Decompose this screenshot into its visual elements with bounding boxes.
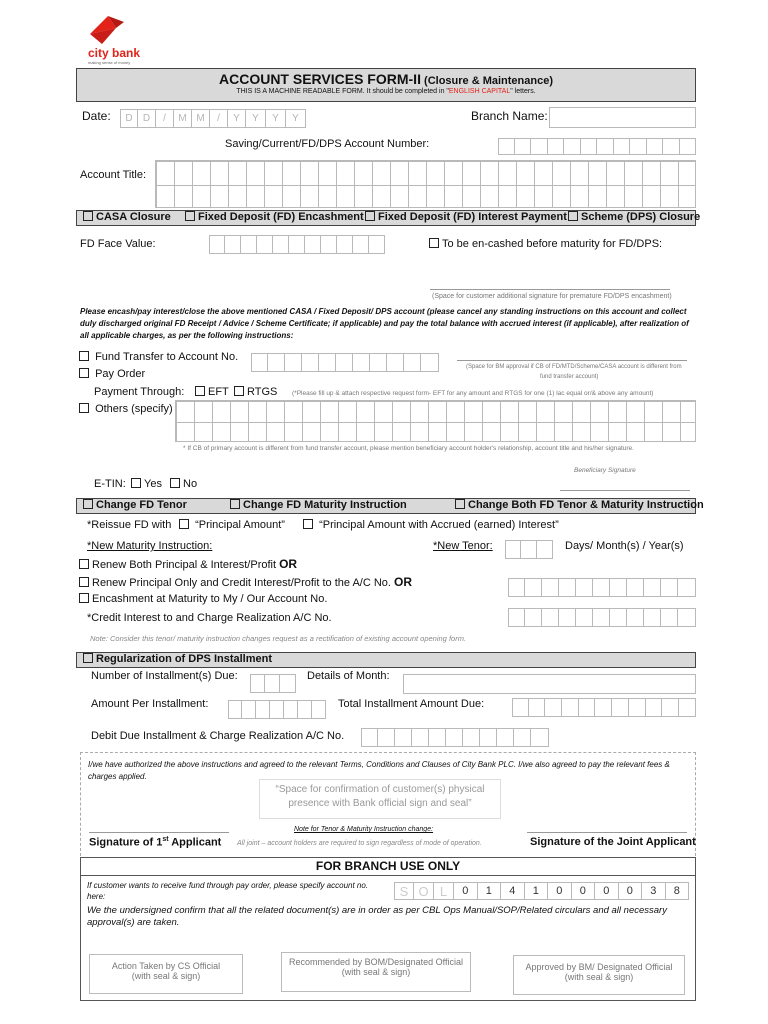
- checkbox-icon[interactable]: [83, 653, 93, 663]
- fd-face-value-cell[interactable]: [337, 235, 353, 254]
- total-due-cell[interactable]: [646, 698, 663, 717]
- cs-official-seal-label: (with seal & sign): [131, 971, 201, 981]
- installments-due-cell[interactable]: [280, 674, 296, 693]
- etin-no-label: No: [183, 478, 198, 490]
- checkbox-icon[interactable]: [234, 386, 244, 396]
- renew-principal-cell[interactable]: [661, 578, 678, 597]
- account-number-cell[interactable]: [581, 138, 598, 155]
- authorization-text: I/we have authorized the above instructions and agreed to the relevant Terms, Conditions and Clauses of City Bank PLC. I/we also agreed to pay the relevant fees & charges applied.: [88, 760, 670, 781]
- bm-approval-line: [457, 360, 687, 361]
- change-both-option[interactable]: [455, 499, 704, 511]
- fund-transfer-cell[interactable]: [370, 353, 387, 372]
- account-digit-cell[interactable]: 0: [454, 882, 478, 900]
- bom-official-seal-label: (with seal & sign): [341, 967, 411, 977]
- dps-regularization-option[interactable]: [83, 653, 272, 665]
- checkbox-icon[interactable]: [83, 211, 93, 221]
- date-cell[interactable]: Y: [286, 109, 306, 128]
- dps-bar: [76, 652, 696, 668]
- form-subtitle: (Closure & Maintenance): [424, 75, 553, 87]
- credit-interest-cell[interactable]: [661, 608, 678, 627]
- sol-cell[interactable]: O: [414, 882, 434, 900]
- credit-interest-cell[interactable]: [559, 608, 576, 627]
- fd-face-value-cell[interactable]: [225, 235, 241, 254]
- bm-official-seal-label: (with seal & sign): [564, 972, 634, 982]
- credit-interest-label: *Credit Interest to and Charge Realization A/C No.: [87, 612, 332, 624]
- account-number-label: Saving/Current/FD/DPS Account Number:: [225, 138, 430, 150]
- account-title-label: Account Title:: [80, 169, 147, 181]
- fund-transfer-cell[interactable]: [404, 353, 421, 372]
- account-number-cell[interactable]: [614, 138, 631, 155]
- checkbox-icon[interactable]: [568, 211, 578, 221]
- tenor-note: Note: Consider this tenor/ maturity instruction changes request as a rectification of existing account opening form.: [90, 634, 467, 643]
- amount-per-installment-cell[interactable]: [270, 700, 284, 719]
- bm-approval-note-1: (Space for BM approval if CB of FD/MTD/Scheme/CASA account is different from: [466, 364, 682, 370]
- fund-transfer-option[interactable]: [79, 351, 238, 363]
- fund-transfer-cell[interactable]: [268, 353, 285, 372]
- eft-option[interactable]: [195, 386, 229, 398]
- closure-options-bar: [76, 210, 701, 226]
- renew-principal-account-field[interactable]: [508, 578, 696, 597]
- amount-per-installment-cell[interactable]: [228, 700, 242, 719]
- amount-per-installment-cell[interactable]: [298, 700, 312, 719]
- account-number-cell[interactable]: [663, 138, 680, 155]
- credit-interest-cell[interactable]: [508, 608, 525, 627]
- date-cell[interactable]: /: [156, 109, 174, 128]
- renew-principal-cell[interactable]: [576, 578, 593, 597]
- new-tenor-cell[interactable]: [537, 540, 553, 559]
- checkbox-icon[interactable]: [455, 499, 465, 509]
- debit-account-cell[interactable]: [497, 728, 514, 747]
- debit-account-cell[interactable]: [395, 728, 412, 747]
- date-cell[interactable]: /: [210, 109, 228, 128]
- fd-face-value-cell[interactable]: [289, 235, 305, 254]
- total-due-cell[interactable]: [679, 698, 696, 717]
- new-maturity-label: *New Maturity Instruction:: [87, 540, 213, 552]
- sol-account-field[interactable]: [394, 882, 689, 900]
- installments-due-cell[interactable]: [265, 674, 280, 693]
- bm-approval-note-2: fund transfer account): [540, 374, 599, 380]
- account-digit-cell[interactable]: 0: [548, 882, 572, 900]
- fd-face-value-cell[interactable]: [305, 235, 321, 254]
- principal-interest-label: “Principal Amount with Accrued (earned) Interest”: [319, 519, 559, 531]
- checkbox-icon[interactable]: [131, 478, 141, 488]
- casa-closure-option[interactable]: [83, 211, 171, 223]
- account-number-field[interactable]: [498, 138, 696, 155]
- debit-account-cell[interactable]: [463, 728, 480, 747]
- confirmation-space-text: “Space for confirmation of customer(s) physical presence with Bank official sign and seal”: [275, 784, 485, 809]
- amount-per-installment-field[interactable]: [228, 700, 326, 719]
- checkbox-icon[interactable]: [79, 368, 89, 378]
- encashment-maturity-option[interactable]: [79, 593, 327, 605]
- others-grid[interactable]: [175, 400, 696, 442]
- credit-interest-account-field[interactable]: [508, 608, 696, 627]
- amount-per-installment-label: Amount Per Installment:: [91, 698, 209, 710]
- fund-transfer-label: Fund Transfer to Account No.: [95, 351, 239, 363]
- details-month-label: Details of Month:: [307, 670, 390, 682]
- brand-tagline: making sense of money: [88, 60, 131, 65]
- credit-interest-cell[interactable]: [678, 608, 696, 627]
- checkbox-icon[interactable]: [185, 211, 195, 221]
- account-number-cell[interactable]: [531, 138, 548, 155]
- checkbox-icon[interactable]: [303, 519, 313, 529]
- installments-due-field[interactable]: [250, 674, 296, 693]
- notice-pre: THIS IS A MACHINE READABLE FORM. It should be completed in ": [236, 88, 449, 95]
- additional-signature-note: (Space for customer additional signature for premature FD/DPS encashment): [432, 293, 672, 300]
- bom-official-label: Recommended by BOM/Designated Official: [289, 957, 463, 967]
- sol-cell[interactable]: L: [434, 882, 454, 900]
- change-tenor-label: Change FD Tenor: [96, 499, 187, 511]
- debit-account-cell[interactable]: [412, 728, 429, 747]
- renew-both-option[interactable]: [79, 557, 297, 571]
- date-cell[interactable]: Y: [266, 109, 286, 128]
- checkbox-icon[interactable]: [79, 559, 89, 569]
- renew-principal-cell[interactable]: [508, 578, 525, 597]
- eft-label: EFT: [208, 386, 229, 398]
- renew-principal-option[interactable]: [79, 575, 412, 589]
- pay-order-note: If customer wants to receive fund through pay order, please specify account no. here:: [87, 881, 369, 901]
- debit-account-cell[interactable]: [531, 728, 549, 747]
- tenor-change-note: Note for Tenor & Maturity Instruction change:: [294, 826, 434, 833]
- form-title-box: [76, 68, 696, 102]
- city-bank-logo: [80, 14, 160, 66]
- fd-face-value-cell[interactable]: [257, 235, 273, 254]
- account-digit-cell[interactable]: 1: [478, 882, 502, 900]
- account-digit-cell[interactable]: 0: [595, 882, 619, 900]
- checkbox-icon[interactable]: [79, 577, 89, 587]
- checkbox-icon[interactable]: [79, 593, 89, 603]
- form-title: ACCOUNT SERVICES FORM-II: [218, 71, 421, 87]
- joint-holders-note: All joint – account holders are required to sign regardless of mode of operation.: [237, 840, 482, 847]
- encashment-instructions: Please encash/pay interest/close the above mentioned CASA / Fixed Deposit/ DPS account (please cancel any standing instructions on this account and collect duly discharged original FD Receipt / Advice / Scheme Certificate; if applicable) and pay the total balance with accrued interest (if applicable), after realization of all applicable charges, as per the following instructions:: [80, 307, 689, 340]
- fd-encashment-option[interactable]: [185, 211, 364, 223]
- account-digit-cell[interactable]: 8: [666, 882, 690, 900]
- fd-face-value-field[interactable]: [209, 235, 385, 254]
- dps-closure-label: Scheme (DPS) Closure: [581, 211, 701, 223]
- city-bank-logo-icon: [86, 14, 126, 48]
- checkbox-icon[interactable]: [83, 499, 93, 509]
- account-number-cell[interactable]: [515, 138, 532, 155]
- fund-transfer-cell[interactable]: [319, 353, 336, 372]
- debit-account-cell[interactable]: [361, 728, 378, 747]
- fund-transfer-account-field[interactable]: [251, 353, 439, 372]
- tenor-options-bar: [76, 498, 704, 514]
- bm-official-box[interactable]: [513, 955, 685, 995]
- account-digit-cell[interactable]: 3: [642, 882, 666, 900]
- credit-interest-cell[interactable]: [542, 608, 559, 627]
- joint-applicant-signature-line: [527, 832, 687, 833]
- or-label: OR: [394, 575, 413, 589]
- date-cell[interactable]: Y: [246, 109, 266, 128]
- fd-interest-option[interactable]: [365, 211, 567, 223]
- total-due-field[interactable]: [512, 698, 696, 717]
- account-number-cell[interactable]: [680, 138, 697, 155]
- debit-account-cell[interactable]: [429, 728, 446, 747]
- before-maturity-label: To be en-cashed before maturity for FD/DPS:: [442, 238, 663, 250]
- rtgs-note: (*Please fill up & attach respective request form- EFT for any amount and RTGS for one (1) lac equal or/& above any amount): [292, 390, 654, 397]
- encashment-maturity-label: Encashment at Maturity to My / Our Account No.: [92, 593, 328, 605]
- checkbox-icon[interactable]: [79, 403, 89, 413]
- total-due-cell[interactable]: [512, 698, 529, 717]
- fund-transfer-cell[interactable]: [251, 353, 268, 372]
- account-number-cell[interactable]: [597, 138, 614, 155]
- branch-label: Branch Name:: [471, 109, 548, 123]
- change-both-label: Change Both FD Tenor & Maturity Instruction: [468, 499, 704, 511]
- date-cell[interactable]: D: [120, 109, 138, 128]
- beneficiary-signature-line: [560, 490, 690, 491]
- fd-face-value-cell[interactable]: [209, 235, 225, 254]
- additional-signature-line: [430, 289, 670, 290]
- notice-red: ENGLISH CAPITAL: [448, 88, 511, 95]
- credit-interest-cell[interactable]: [576, 608, 593, 627]
- account-number-cell[interactable]: [498, 138, 515, 155]
- account-title-grid[interactable]: [155, 160, 696, 208]
- pay-order-label: Pay Order: [95, 368, 146, 380]
- credit-interest-cell[interactable]: [627, 608, 644, 627]
- account-number-cell[interactable]: [630, 138, 647, 155]
- renew-principal-cell[interactable]: [627, 578, 644, 597]
- credit-interest-cell[interactable]: [644, 608, 661, 627]
- account-digit-cell[interactable]: 0: [572, 882, 596, 900]
- amount-per-installment-cell[interactable]: [312, 700, 326, 719]
- checkbox-icon[interactable]: [230, 499, 240, 509]
- account-digit-cell[interactable]: 0: [619, 882, 643, 900]
- total-due-cell[interactable]: [579, 698, 596, 717]
- branch-use-section: [80, 857, 696, 1001]
- fund-transfer-cell[interactable]: [336, 353, 353, 372]
- renew-principal-cell[interactable]: [610, 578, 627, 597]
- change-tenor-option[interactable]: [83, 499, 187, 511]
- dps-regularization-label: Regularization of DPS Installment: [96, 653, 273, 665]
- total-due-cell[interactable]: [529, 698, 546, 717]
- account-digit-cell[interactable]: 4: [501, 882, 525, 900]
- first-applicant-signature-label: Signature of 1st Applicant: [89, 836, 222, 849]
- amount-per-installment-cell[interactable]: [242, 700, 256, 719]
- bom-official-box[interactable]: [281, 952, 471, 992]
- date-label: Date:: [82, 109, 111, 123]
- cs-official-box[interactable]: [89, 954, 243, 994]
- debit-account-cell[interactable]: [378, 728, 395, 747]
- bm-official-label: Approved by BM/ Designated Official: [525, 962, 673, 972]
- details-month-input[interactable]: [403, 674, 696, 694]
- others-label: Others (specify): [95, 403, 173, 415]
- rtgs-option[interactable]: [234, 386, 277, 398]
- fd-face-value-cell[interactable]: [241, 235, 257, 254]
- account-number-cell[interactable]: [564, 138, 581, 155]
- fd-face-value-cell[interactable]: [369, 235, 385, 254]
- installments-due-label: Number of Installment(s) Due:: [91, 670, 238, 682]
- or-label: OR: [279, 557, 298, 571]
- new-tenor-label: *New Tenor:: [433, 540, 493, 552]
- checkbox-icon[interactable]: [79, 351, 89, 361]
- etin-yes-option[interactable]: [131, 478, 162, 490]
- etin-label: E-TIN:: [94, 478, 126, 490]
- date-cell[interactable]: D: [138, 109, 156, 128]
- etin-no-option[interactable]: [170, 478, 197, 490]
- total-due-label: Total Installment Amount Due:: [338, 698, 485, 710]
- amount-per-installment-cell[interactable]: [284, 700, 298, 719]
- renew-principal-cell[interactable]: [559, 578, 576, 597]
- credit-interest-cell[interactable]: [525, 608, 542, 627]
- branch-confirmation-text: We the undersigned confirm that all the related document(s) are in order as per CBL Ops Manual/SOP/Related circulars and all necessary approval(s) are taken.: [87, 905, 667, 928]
- change-maturity-option[interactable]: [230, 499, 407, 511]
- checkbox-icon[interactable]: [195, 386, 205, 396]
- brand-name: city bank: [88, 46, 141, 60]
- casa-closure-label: CASA Closure: [96, 211, 171, 223]
- renew-principal-label: Renew Principal Only and Credit Interest/Profit to the A/C No.: [92, 577, 391, 589]
- branch-name-input[interactable]: [549, 107, 696, 128]
- dps-closure-option[interactable]: [568, 211, 700, 223]
- change-maturity-label: Change FD Maturity Instruction: [243, 499, 407, 511]
- cs-official-label: Action Taken by CS Official: [111, 961, 221, 971]
- fund-transfer-cell[interactable]: [353, 353, 370, 372]
- debit-account-cell[interactable]: [514, 728, 531, 747]
- pay-order-option[interactable]: [79, 368, 145, 380]
- renew-principal-cell[interactable]: [525, 578, 542, 597]
- fd-face-value-label: FD Face Value:: [80, 238, 156, 250]
- fd-encashment-label: Fixed Deposit (FD) Encashment: [198, 211, 364, 223]
- date-cell[interactable]: M: [174, 109, 192, 128]
- account-digit-cell[interactable]: 1: [525, 882, 549, 900]
- total-due-cell[interactable]: [562, 698, 579, 717]
- checkbox-icon[interactable]: [170, 478, 180, 488]
- date-cell[interactable]: Y: [228, 109, 246, 128]
- account-number-cell[interactable]: [647, 138, 664, 155]
- amount-per-installment-cell[interactable]: [256, 700, 270, 719]
- account-number-cell[interactable]: [548, 138, 565, 155]
- renew-principal-cell[interactable]: [644, 578, 661, 597]
- checkbox-icon[interactable]: [179, 519, 189, 529]
- fd-face-value-cell[interactable]: [321, 235, 337, 254]
- total-due-cell[interactable]: [612, 698, 629, 717]
- fd-interest-label: Fixed Deposit (FD) Interest Payment: [378, 211, 567, 223]
- reissue-label: *Reissue FD with: [87, 519, 172, 531]
- authorization-section: [80, 752, 696, 856]
- debit-account-label: Debit Due Installment & Charge Realization A/C No.: [91, 730, 345, 742]
- debit-account-cell[interactable]: [446, 728, 463, 747]
- payment-through-label: Payment Through:: [94, 386, 185, 398]
- renew-principal-cell[interactable]: [678, 578, 696, 597]
- date-field[interactable]: [120, 109, 306, 128]
- notice-post: " letters.: [510, 88, 536, 95]
- cb-note: * If CB of primary account is different from fund transfer account, please mention beneficiary account holder's relationship, account title and his/her signature.: [183, 445, 634, 452]
- total-due-cell[interactable]: [662, 698, 679, 717]
- installments-due-cell[interactable]: [250, 674, 265, 693]
- fund-transfer-cell[interactable]: [302, 353, 319, 372]
- etin-yes-label: Yes: [144, 478, 162, 490]
- date-cell[interactable]: M: [192, 109, 210, 128]
- tenor-units-label: Days/ Month(s) / Year(s): [565, 540, 684, 552]
- fund-transfer-cell[interactable]: [285, 353, 302, 372]
- new-tenor-cell[interactable]: [521, 540, 537, 559]
- renew-principal-cell[interactable]: [542, 578, 559, 597]
- fund-transfer-cell[interactable]: [387, 353, 404, 372]
- before-maturity-option[interactable]: [429, 238, 662, 250]
- sol-cell[interactable]: S: [394, 882, 414, 900]
- principal-option[interactable]: [179, 519, 285, 531]
- credit-interest-cell[interactable]: [593, 608, 610, 627]
- new-tenor-cell[interactable]: [505, 540, 521, 559]
- beneficiary-signature-label: Beneficiary Signature: [574, 467, 636, 474]
- renew-principal-cell[interactable]: [593, 578, 610, 597]
- checkbox-icon[interactable]: [365, 211, 375, 221]
- principal-label: “Principal Amount”: [195, 519, 285, 531]
- debit-account-field[interactable]: [361, 728, 549, 747]
- branch-use-title: FOR BRANCH USE ONLY: [81, 858, 695, 876]
- total-due-cell[interactable]: [545, 698, 562, 717]
- fund-transfer-cell[interactable]: [421, 353, 439, 372]
- credit-interest-cell[interactable]: [610, 608, 627, 627]
- joint-applicant-signature-label: Signature of the Joint Applicant: [530, 836, 696, 848]
- others-option[interactable]: [79, 403, 173, 415]
- total-due-cell[interactable]: [595, 698, 612, 717]
- principal-interest-option[interactable]: [303, 519, 559, 531]
- debit-account-cell[interactable]: [480, 728, 497, 747]
- new-tenor-field[interactable]: [505, 540, 553, 559]
- renew-both-label: Renew Both Principal & Interest/Profit: [92, 559, 277, 571]
- fd-face-value-cell[interactable]: [273, 235, 289, 254]
- fd-face-value-cell[interactable]: [353, 235, 369, 254]
- first-applicant-signature-line: [89, 832, 229, 833]
- checkbox-icon[interactable]: [429, 238, 439, 248]
- total-due-cell[interactable]: [629, 698, 646, 717]
- rtgs-label: RTGS: [247, 386, 278, 398]
